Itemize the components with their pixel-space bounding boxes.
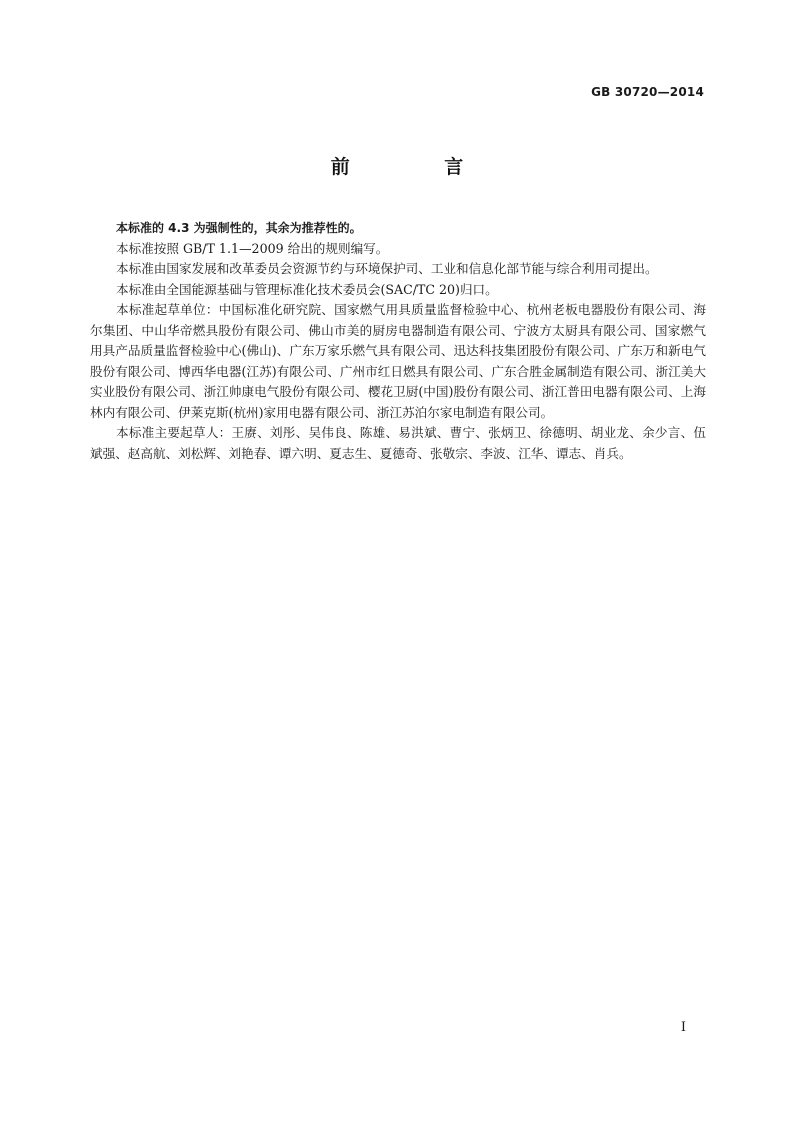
standard-code: GB 30720—2014 <box>591 85 704 99</box>
paragraph-drafting-rules: 本标准按照 GB/T 1.1—2009 给出的规则编写。 <box>116 240 389 256</box>
paragraph-drafters: 本标准主要起草人：王赓、刘彤、吴伟良、陈雄、易洪斌、曹宁、张炳卫、徐德明、胡业龙、余少言、伍斌强、赵高航、刘松辉、刘艳春、谭六明、夏志生、夏德奇、张敬宗、李波、江华、谭志、肖兵。 <box>90 425 706 461</box>
paragraph-proposer: 本标准由国家发展和改革委员会资源节约与环境保护司、工业和信息化部节能与综合利用司提出。 <box>116 261 658 276</box>
paragraph-committee: 本标准由全国能源基础与管理标准化技术委员会(SAC/TC 20)归口。 <box>116 281 498 297</box>
paragraph-drafting-units: 本标准起草单位：中国标准化研究院、国家燃气用具质量监督检验中心、杭州老板电器股份有限公司、海尔集团、中山华帝燃具股份有限公司、佛山市美的厨房电器制造有限公司、宁波方太厨具有限公司、国家燃气用具产品质量监督检验中心(佛山)、广东万家乐燃气具有限公司、迅达科技集团股份有限公司、广东万和新电气股份有限公司、博西华电器(江苏)有限公司、广州市红日燃具有限公司、广东合胜金属制造有限公司、浙江美大实业股份有限公司、浙江帅康电气股份有限公司、樱花卫厨(中国)股份有限公司、浙江普田电器有限公司、上海林内有限公司、伊莱克斯(杭州)家用电器有限公司、浙江苏泊尔家电制造有限公司。 <box>90 302 706 420</box>
page-number: I <box>680 1020 686 1035</box>
paragraph-mandatory-clause: 本标准的 4.3 为强制性的，其余为推荐性的。 <box>116 221 362 235</box>
foreword-body <box>90 218 706 464</box>
page-title: 前 言 <box>330 156 508 178</box>
